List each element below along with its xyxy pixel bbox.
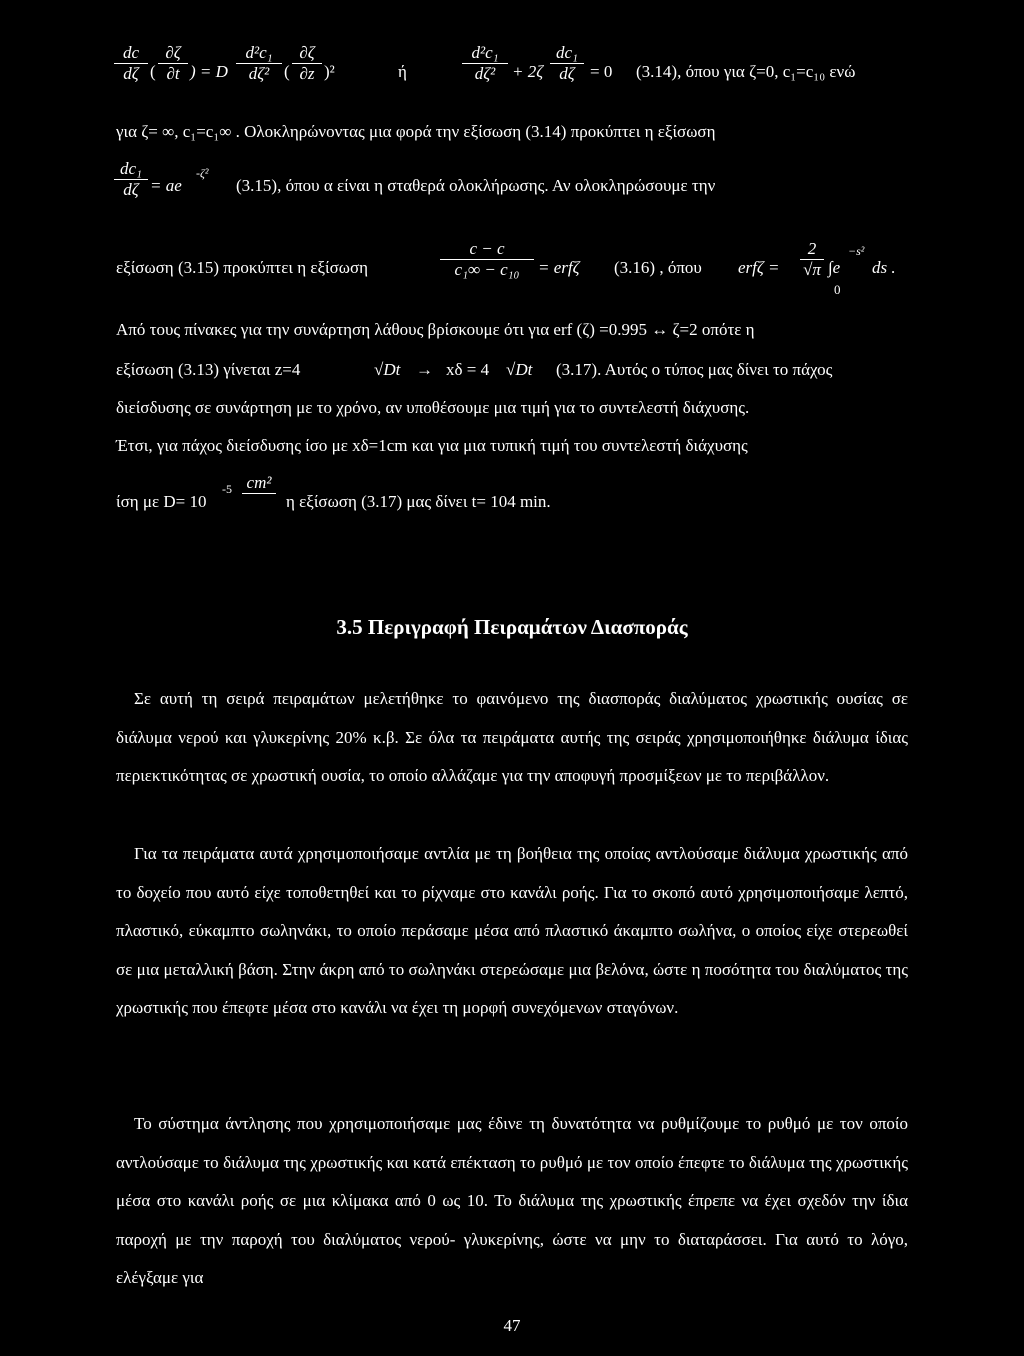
frac-numerator: c − c <box>469 239 505 258</box>
text-line: η εξίσωση (3.17) μας δίνει t= 104 min. <box>286 492 551 511</box>
frac-denominator: √π <box>803 260 821 279</box>
frac-denominator: dζ <box>123 180 139 199</box>
eq-erf-def: erfζ = <box>738 258 780 277</box>
eq-ds: ds . <box>872 258 896 277</box>
body-paragraph: Σε αυτή τη σειρά πειραμάτων μελετήθηκε το φαινόμενο της διασποράς διαλύματος χρωστικής ουσίας σε διάλυμα νερού και γλυκερίνης 20% κ.β. Σε όλα τα πειράματα αυτής της σειράς χρησιμοποιήθηκε διάλυμα ίδιας περιεκτικότητας σε χρωστική ουσία, το οποίο αλλάζαμε για την αποφυγή προσμίξεων με το περιβάλλον. <box>116 689 908 785</box>
body-paragraph: Το σύστημα άντλησης που χρησιμοποιήσαμε μας έδινε τη δυνατότητα να ρυθμίζουμε το ρυθμό με τον οποίο αντλούσαμε το διάλυμα της χρωστικής και κατά επέκταση το ρυθμό με τον οποίο έπεφτε το διάλυμα της χρωστικής μέσα στο κανάλι ροής σε μια κλίμακα από 0 ως 10. Το διάλυμα της χρωστικής έπρεπε να έχει σχεδόν την ίδια παροχή με την παροχή του διαλύματος νερού- γλυκερίνης, ώστε να μην το διαταράσσει. Για αυτό το λόγο, ελέγξαμε για <box>116 1114 908 1287</box>
text-line: (3.17). Αυτός ο τύπος μας δίνει το πάχος <box>556 360 833 379</box>
eq-frac-dc1-dzeta-c <box>114 160 148 199</box>
eq-frac-dc1-dzeta-b <box>550 44 584 83</box>
eq-equals-D: ) = D <box>190 62 228 81</box>
text-line: ίση με D= 10 <box>116 492 207 511</box>
frac-numerator: ∂ζ <box>299 43 315 62</box>
text-line: Έτσι, για πάχος διείσδυσης ίσο με xδ=1cm και για μια τυπική τιμή του συντελεστή διάχυσης <box>116 436 748 455</box>
eq-frac-dzeta-dz <box>292 44 322 83</box>
eq-frac-c-ratio <box>440 240 534 279</box>
eq-paren-open: ( <box>150 62 156 81</box>
eq-equals-zero: = 0 <box>590 62 613 81</box>
eq-frac-dzeta-dt <box>158 44 188 83</box>
frac-denominator: dζ <box>123 64 139 83</box>
eq-integral: ∫e <box>828 258 841 277</box>
eq-number: (3.16) , όπου <box>614 258 702 277</box>
frac-denominator: dζ² <box>248 64 270 83</box>
eq-integral-exponent: −s² <box>848 244 865 258</box>
eq-exponent: -ζ² <box>196 166 209 180</box>
frac-numerator: d²c₁ <box>245 43 273 62</box>
text-line: εξίσωση (3.13) γίνεται z=4 <box>116 360 301 379</box>
text-line: διείσδυσης σε συνάρτηση με το χρόνο, αν υποθέσουμε μια τιμή για το συντελεστή διάχυσης. <box>116 398 750 417</box>
eq-lower-limit: 0 <box>834 282 841 297</box>
frac-numerator: 2 <box>807 239 817 258</box>
frac-bar <box>242 493 276 494</box>
frac-denominator: ∂t <box>166 64 180 83</box>
eq-frac-2-sqrtpi <box>800 240 824 279</box>
frac-numerator: dc₁ <box>120 159 142 178</box>
eq-tail-text: (3.14), όπου για ζ=0, c₁=c₁₀ ενώ <box>636 62 856 81</box>
eq-erf: = erfζ <box>538 258 580 277</box>
body-paragraph: Για τα πειράματα αυτά χρησιμοποιήσαμε αντλία με τη βοήθεια της οποίας αντλούσαμε διάλυμα χρωστικής από το δοχείο που αυτό είχε τοποθετηθεί και το ρίχναμε στο κανάλι ροής. Για το σκοπό αυτό χρησιμοποιήσαμε λεπτό, πλαστικό, εύκαμπτο σωληνάκι, το οποίο περάσαμε μέσα από πλαστικό άκαμπτο σωλήνα, ο οποίος είχε στερεωθεί σε μια μεταλλική βάση. Στην άκρη από το σωληνάκι στερεώσαμε μια βελόνα, ώστε η ποσότητα του διαλύματος της χρωστικής που έπεφτε μέσα στο κανάλι να έχει τη μορφή συνεχόμενων σταγόνων. <box>116 844 908 1017</box>
eq-frac-d2c1 <box>236 44 282 83</box>
frac-denominator: dζ <box>559 64 575 83</box>
frac-numerator: ∂ζ <box>165 43 181 62</box>
eq-frac-dc1-dzeta <box>114 44 148 83</box>
text-line: εξίσωση (3.15) προκύπτει η εξίσωση <box>116 258 369 277</box>
frac-denominator: ∂z <box>299 64 315 83</box>
eq-plus-2zeta: + 2ζ <box>512 62 544 81</box>
frac-numerator: d²c₁ <box>471 43 499 62</box>
eq-sqrt-dt-2: √Dt <box>506 360 533 379</box>
eq-or: ή <box>398 62 407 81</box>
frac-numerator: dc <box>122 43 140 62</box>
section-heading: 3.5 Περιγραφή Πειραμάτων Διασποράς <box>336 615 688 639</box>
frac-numerator: dc₁ <box>556 43 578 62</box>
eq-rhs: = ae <box>150 176 182 195</box>
eq-paren-close: )² <box>324 62 335 81</box>
eq-arrow: → <box>416 360 433 379</box>
text-line: Από τους πίνακες για την συνάρτηση λάθους βρίσκουμε ότι για erf (ζ) =0.995 ↔ ζ=2 οπότε η <box>116 320 755 339</box>
eq-frac-cm2-s <box>242 474 276 513</box>
page-number: 47 <box>503 1316 521 1335</box>
frac-numerator: cm² <box>246 473 272 492</box>
text-line: (3.15), όπου α είναι η σταθερά ολοκλήρωσης. Αν ολοκληρώσουμε την <box>236 176 716 195</box>
eq-paren-open-2: ( <box>284 62 290 81</box>
frac-denominator: dζ² <box>474 64 496 83</box>
frac-denominator: c₁∞ − c₁₀ <box>454 260 520 279</box>
eq-sqrt-dt: √Dt <box>374 360 401 379</box>
eq-exponent: -5 <box>222 482 232 496</box>
text-line: για ζ= ∞, c₁=c₁∞ . Ολοκληρώνοντας μια φορά την εξίσωση (3.14) προκύπτει η εξίσωση <box>116 122 716 141</box>
eq-frac-d2c1-b <box>462 44 508 83</box>
eq-x-delta: xδ = 4 <box>446 360 490 379</box>
